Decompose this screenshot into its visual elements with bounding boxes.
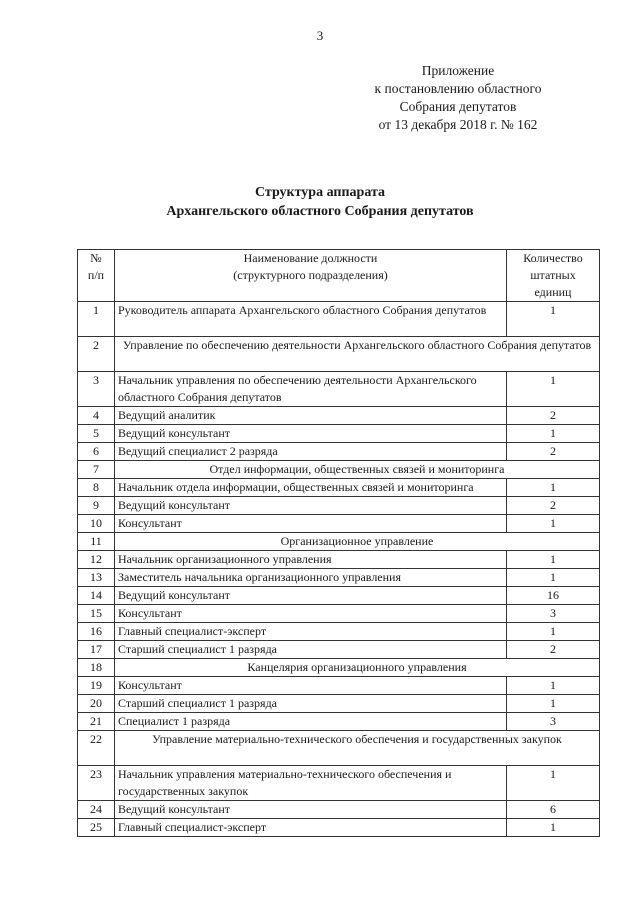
section-title: Отдел информации, общественных связей и мониторинга	[115, 461, 600, 479]
staff-count: 1	[507, 515, 600, 533]
table-header-row	[78, 250, 600, 302]
staff-count: 3	[507, 605, 600, 623]
table-row	[78, 713, 600, 731]
staff-count: 2	[507, 443, 600, 461]
table-row	[78, 641, 600, 659]
position-name: Начальник организационного управления	[115, 551, 507, 569]
staff-count: 1	[507, 372, 600, 407]
table-row	[78, 551, 600, 569]
row-number: 20	[78, 695, 115, 713]
table-body	[78, 302, 600, 837]
position-name: Ведущий консультант	[115, 497, 507, 515]
row-number: 24	[78, 801, 115, 819]
row-number: 12	[78, 551, 115, 569]
row-number: 14	[78, 587, 115, 605]
header-num-line-1: №	[90, 251, 102, 265]
position-name: Заместитель начальника организационного управления	[115, 569, 507, 587]
row-number: 15	[78, 605, 115, 623]
row-number: 22	[78, 731, 115, 766]
section-row	[78, 337, 600, 372]
row-number: 16	[78, 623, 115, 641]
staff-count: 1	[507, 695, 600, 713]
position-name: Старший специалист 1 разряда	[115, 695, 507, 713]
position-name: Начальник отдела информации, общественных связей и мониторинга	[115, 479, 507, 497]
section-row	[78, 731, 600, 766]
row-number: 9	[78, 497, 115, 515]
staff-count: 1	[507, 623, 600, 641]
row-number: 10	[78, 515, 115, 533]
table-row	[78, 623, 600, 641]
table-row	[78, 605, 600, 623]
table-row	[78, 425, 600, 443]
structure-table	[77, 249, 600, 837]
position-name: Руководитель аппарата Архангельского областного Собрания депутатов	[115, 302, 507, 337]
row-number: 6	[78, 443, 115, 461]
position-name: Ведущий консультант	[115, 587, 507, 605]
position-name: Консультант	[115, 677, 507, 695]
staff-count: 6	[507, 801, 600, 819]
section-title: Управление материально-технического обеспечения и государственных закупок	[115, 731, 600, 766]
staff-count: 1	[507, 569, 600, 587]
staff-count: 1	[507, 766, 600, 801]
position-name: Начальник управления по обеспечению деятельности Архангельского областного Собрания депутатов	[115, 372, 507, 407]
row-number: 23	[78, 766, 115, 801]
position-name: Ведущий консультант	[115, 801, 507, 819]
staff-count: 2	[507, 641, 600, 659]
title-line-1: Структура аппарата	[254, 185, 386, 200]
staff-count: 1	[507, 677, 600, 695]
appendix-line-4: от 13 декабря 2018 г. № 162	[378, 117, 538, 132]
position-name: Ведущий аналитик	[115, 407, 507, 425]
row-number: 25	[78, 819, 115, 837]
section-title: Управление по обеспечению деятельности Архангельского областного Собрания депутатов	[115, 337, 600, 372]
position-name: Старший специалист 1 разряда	[115, 641, 507, 659]
row-number: 17	[78, 641, 115, 659]
position-name: Консультант	[115, 605, 507, 623]
staff-count: 2	[507, 497, 600, 515]
header-qty-line-3: единиц	[534, 285, 572, 299]
section-row	[78, 533, 600, 551]
row-number: 8	[78, 479, 115, 497]
position-name: Начальник управления материально-технического обеспечения и государственных закупок	[115, 766, 507, 801]
staff-count: 1	[507, 425, 600, 443]
table-row	[78, 695, 600, 713]
staff-count: 1	[507, 819, 600, 837]
row-number: 21	[78, 713, 115, 731]
appendix-line-2: к постановлению областного	[374, 81, 542, 96]
row-number: 19	[78, 677, 115, 695]
table-row	[78, 801, 600, 819]
appendix-line-1: Приложение	[421, 63, 495, 78]
document-title	[0, 183, 640, 221]
table-row	[78, 372, 600, 407]
table-row	[78, 443, 600, 461]
header-name-line-2: (структурного подразделения)	[233, 268, 388, 282]
section-title: Канцелярия организационного управления	[115, 659, 600, 677]
staff-count: 2	[507, 407, 600, 425]
table-row	[78, 569, 600, 587]
row-number: 2	[78, 337, 115, 372]
table-row	[78, 407, 600, 425]
header-qty	[507, 250, 600, 302]
header-qty-line-2: штатных	[530, 268, 576, 282]
row-number: 11	[78, 533, 115, 551]
section-title: Организационное управление	[115, 533, 600, 551]
row-number: 7	[78, 461, 115, 479]
row-number: 4	[78, 407, 115, 425]
row-number: 1	[78, 302, 115, 337]
header-num	[78, 250, 115, 302]
table-row	[78, 302, 600, 337]
section-row	[78, 659, 600, 677]
position-name: Консультант	[115, 515, 507, 533]
position-name: Ведущий консультант	[115, 425, 507, 443]
page-number: 3	[316, 28, 324, 43]
header-qty-line-1: Количество	[523, 251, 583, 265]
table-row	[78, 497, 600, 515]
appendix-line-3: Собрания депутатов	[399, 99, 517, 114]
table-row	[78, 766, 600, 801]
position-name: Главный специалист-эксперт	[115, 623, 507, 641]
header-num-line-2: п/п	[87, 268, 105, 282]
row-number: 18	[78, 659, 115, 677]
header-name-line-1: Наименование должности	[243, 251, 378, 265]
appendix-block	[338, 62, 578, 134]
title-line-2: Архангельского областного Собрания депутатов	[166, 204, 474, 219]
table-row	[78, 587, 600, 605]
table-row	[78, 819, 600, 837]
row-number: 3	[78, 372, 115, 407]
table-row	[78, 479, 600, 497]
position-name: Специалист 1 разряда	[115, 713, 507, 731]
row-number: 5	[78, 425, 115, 443]
staff-count: 1	[507, 551, 600, 569]
table-row	[78, 515, 600, 533]
position-name: Ведущий специалист 2 разряда	[115, 443, 507, 461]
header-name	[115, 250, 507, 302]
table-row	[78, 677, 600, 695]
staff-count: 3	[507, 713, 600, 731]
row-number: 13	[78, 569, 115, 587]
staff-count: 16	[507, 587, 600, 605]
section-row	[78, 461, 600, 479]
staff-count: 1	[507, 302, 600, 337]
position-name: Главный специалист-эксперт	[115, 819, 507, 837]
staff-count: 1	[507, 479, 600, 497]
